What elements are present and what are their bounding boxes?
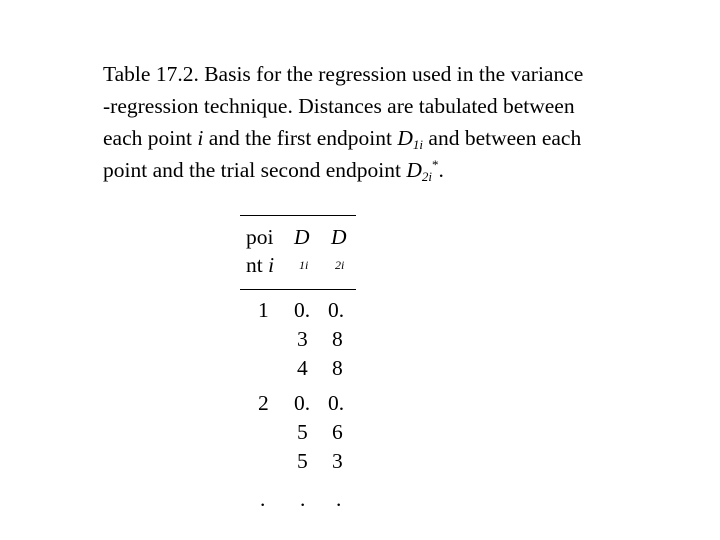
table-caption — [103, 58, 683, 186]
caption-var-i: i — [197, 126, 204, 150]
caption-sub-1i: 1i — [412, 137, 424, 152]
header-point-line1: poi — [246, 225, 274, 249]
caption-line-3-post: and between each — [423, 126, 582, 150]
caption-var-d1: D — [397, 126, 413, 150]
row-3-d2: . — [336, 487, 342, 511]
row-2-d2-part-1: 0. — [328, 391, 345, 415]
row-1-d1-part-2: 3 — [297, 327, 308, 351]
row-2-d2-part-3: 3 — [332, 449, 343, 473]
caption-line-3-pre: each point — [103, 126, 198, 150]
caption-sup-star: * — [431, 157, 439, 172]
row-1-d1-part-3: 4 — [297, 356, 308, 380]
row-2-d1-part-2: 5 — [297, 420, 308, 444]
header-d2-symbol: D — [331, 225, 347, 249]
row-2-d1-part-1: 0. — [294, 391, 311, 415]
caption-line-3-mid: and the first endpoint — [203, 126, 398, 150]
caption-var-d2: D — [406, 158, 422, 182]
caption-line-4-pre: point and the trial second endpoint — [103, 158, 407, 182]
caption-line-1: Table 17.2. Basis for the regression used in the variance — [103, 62, 584, 86]
table-header-rule — [240, 289, 356, 290]
caption-line-4-post: . — [438, 158, 444, 182]
header-d1-sub: 1i — [299, 258, 309, 272]
caption-line-3 — [103, 122, 683, 154]
row-1-d2-part-1: 0. — [328, 298, 345, 322]
caption-line-2: -regression technique. Distances are tabulated between — [103, 94, 575, 118]
caption-sub-2i: 2i — [421, 169, 432, 184]
row-3-point: . — [260, 487, 266, 511]
row-1-d1-part-1: 0. — [294, 298, 311, 322]
header-d1-symbol: D — [294, 225, 310, 249]
row-2-d1-part-3: 5 — [297, 449, 308, 473]
row-1-point: 1 — [258, 298, 269, 322]
header-d2-sub: 2i — [335, 258, 345, 272]
header-var-i: i — [268, 253, 275, 277]
row-2-d2-part-2: 6 — [332, 420, 343, 444]
row-3-d1: . — [300, 487, 306, 511]
header-point-line2: nt i — [246, 253, 275, 277]
caption-line-4 — [103, 154, 683, 186]
row-1-d2-part-2: 8 — [332, 327, 343, 351]
row-2-point: 2 — [258, 391, 269, 415]
row-1-d2-part-3: 8 — [332, 356, 343, 380]
table-top-rule — [240, 215, 356, 216]
